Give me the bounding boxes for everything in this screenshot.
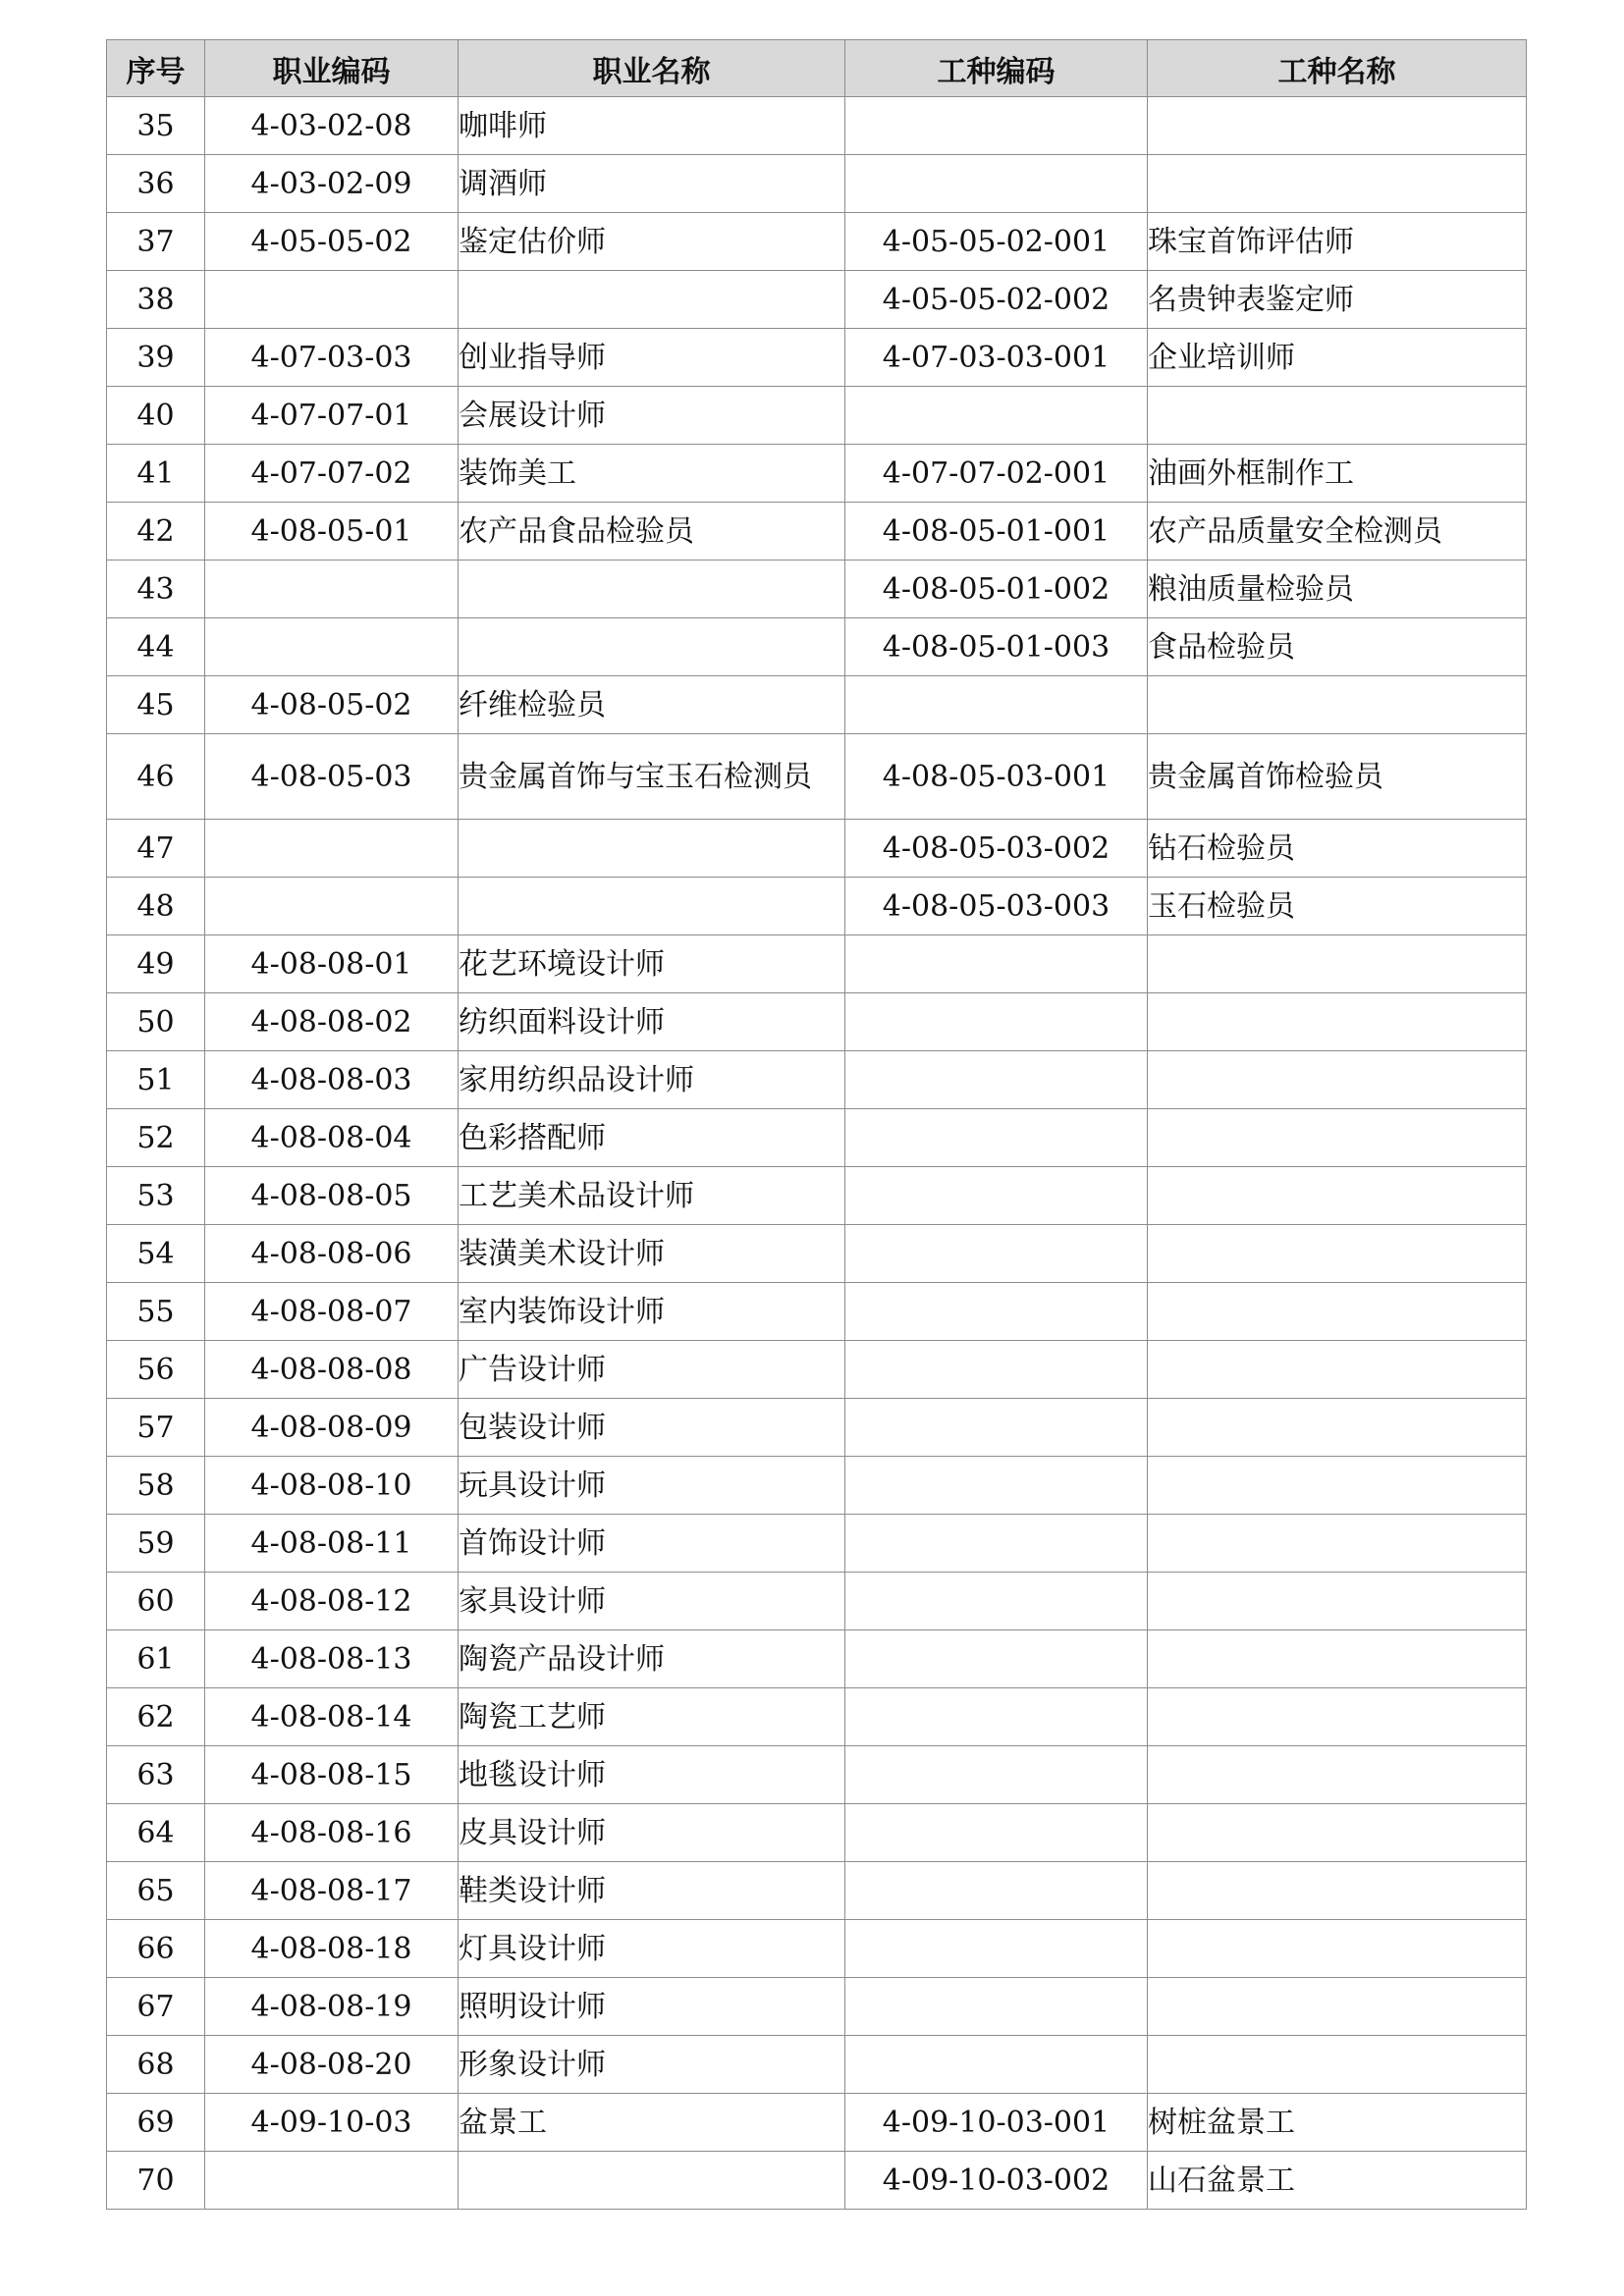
job-code-cell (845, 1862, 1148, 1920)
table-row (107, 155, 1527, 213)
table-row (107, 329, 1527, 387)
seq-cell: 37 (107, 213, 205, 271)
seq-cell: 57 (107, 1399, 205, 1457)
seq-cell: 38 (107, 271, 205, 329)
occupation-name-cell: 鉴定估价师 (459, 213, 845, 271)
seq-cell: 66 (107, 1920, 205, 1978)
occupation-code-cell: 4-08-05-03 (205, 734, 459, 820)
job-code-cell (845, 97, 1148, 155)
job-name-cell (1148, 676, 1527, 734)
occupation-name-cell: 纺织面料设计师 (459, 993, 845, 1051)
seq-cell: 69 (107, 2094, 205, 2152)
job-name-cell (1148, 993, 1527, 1051)
occupation-name-cell: 花艺环境设计师 (459, 935, 845, 993)
seq-cell: 50 (107, 993, 205, 1051)
job-name-cell (1148, 1051, 1527, 1109)
occupation-code-cell: 4-07-07-02 (205, 445, 459, 503)
occupation-code-cell (205, 878, 459, 935)
job-code-cell (845, 1051, 1148, 1109)
job-code-cell: 4-05-05-02-001 (845, 213, 1148, 271)
occupation-name-cell: 形象设计师 (459, 2036, 845, 2094)
occupation-name-cell: 创业指导师 (459, 329, 845, 387)
table-row (107, 503, 1527, 561)
occupation-code-cell: 4-08-08-18 (205, 1920, 459, 1978)
seq-cell: 46 (107, 734, 205, 820)
occupation-name-cell: 贵金属首饰与宝玉石检测员 (459, 734, 845, 820)
job-code-cell (845, 1225, 1148, 1283)
seq-cell: 44 (107, 618, 205, 676)
job-code-cell (845, 1399, 1148, 1457)
seq-cell: 56 (107, 1341, 205, 1399)
occupation-name-cell: 皮具设计师 (459, 1804, 845, 1862)
table-row (107, 1051, 1527, 1109)
table-row (107, 1225, 1527, 1283)
table-row (107, 1804, 1527, 1862)
occupation-code-cell (205, 2152, 459, 2210)
occupation-code-cell: 4-08-08-10 (205, 1457, 459, 1515)
job-code-cell (845, 1746, 1148, 1804)
job-name-cell (1148, 1341, 1527, 1399)
job-name-cell (1148, 1746, 1527, 1804)
table-row (107, 445, 1527, 503)
job-code-cell: 4-08-05-03-003 (845, 878, 1148, 935)
seq-cell: 36 (107, 155, 205, 213)
seq-cell: 39 (107, 329, 205, 387)
table-row (107, 271, 1527, 329)
table-row (107, 1457, 1527, 1515)
seq-cell: 47 (107, 820, 205, 878)
seq-cell: 35 (107, 97, 205, 155)
occupation-name-cell: 包装设计师 (459, 1399, 845, 1457)
occupation-code-cell: 4-08-08-04 (205, 1109, 459, 1167)
table-row (107, 1862, 1527, 1920)
table-row (107, 97, 1527, 155)
job-name-cell (1148, 1167, 1527, 1225)
occupation-name-cell: 装饰美工 (459, 445, 845, 503)
job-code-cell (845, 155, 1148, 213)
job-code-cell: 4-07-07-02-001 (845, 445, 1148, 503)
seq-cell: 61 (107, 1630, 205, 1688)
occupation-code-cell: 4-08-08-08 (205, 1341, 459, 1399)
seq-cell: 67 (107, 1978, 205, 2036)
occupation-code-cell: 4-09-10-03 (205, 2094, 459, 2152)
occupation-code-cell: 4-08-08-07 (205, 1283, 459, 1341)
job-name-cell: 钻石检验员 (1148, 820, 1527, 878)
occupation-name-cell (459, 820, 845, 878)
job-code-cell (845, 1804, 1148, 1862)
seq-cell: 62 (107, 1688, 205, 1746)
table-row (107, 2036, 1527, 2094)
seq-cell: 65 (107, 1862, 205, 1920)
occupation-code-cell: 4-08-08-19 (205, 1978, 459, 2036)
job-code-cell: 4-08-05-03-002 (845, 820, 1148, 878)
table-row (107, 1167, 1527, 1225)
job-name-cell (1148, 1804, 1527, 1862)
occupation-name-cell: 会展设计师 (459, 387, 845, 445)
job-code-cell: 4-08-05-01-001 (845, 503, 1148, 561)
table-row (107, 820, 1527, 878)
seq-cell: 42 (107, 503, 205, 561)
seq-cell: 51 (107, 1051, 205, 1109)
job-code-cell (845, 935, 1148, 993)
occupation-name-cell: 照明设计师 (459, 1978, 845, 2036)
job-code-cell (845, 1630, 1148, 1688)
occupation-code-cell: 4-08-05-01 (205, 503, 459, 561)
table-row (107, 1341, 1527, 1399)
table-row (107, 993, 1527, 1051)
job-name-cell (1148, 1399, 1527, 1457)
occupation-name-cell: 纤维检验员 (459, 676, 845, 734)
job-name-cell: 山石盆景工 (1148, 2152, 1527, 2210)
occupation-code-cell: 4-08-08-15 (205, 1746, 459, 1804)
job-name-cell: 粮油质量检验员 (1148, 561, 1527, 618)
table-row (107, 387, 1527, 445)
occupation-name-cell (459, 271, 845, 329)
job-name-cell: 农产品质量安全检测员 (1148, 503, 1527, 561)
seq-cell: 48 (107, 878, 205, 935)
header-job-name: 工种名称 (1148, 40, 1527, 97)
table-header (107, 40, 1527, 97)
job-name-cell (1148, 1978, 1527, 2036)
occupation-name-cell: 玩具设计师 (459, 1457, 845, 1515)
seq-cell: 43 (107, 561, 205, 618)
job-name-cell: 油画外框制作工 (1148, 445, 1527, 503)
table-row (107, 878, 1527, 935)
seq-cell: 63 (107, 1746, 205, 1804)
table-row (107, 1283, 1527, 1341)
job-code-cell (845, 676, 1148, 734)
seq-cell: 54 (107, 1225, 205, 1283)
job-code-cell: 4-08-05-01-003 (845, 618, 1148, 676)
job-name-cell (1148, 1573, 1527, 1630)
table-row (107, 734, 1527, 820)
occupation-name-cell (459, 2152, 845, 2210)
occupation-code-cell: 4-08-08-05 (205, 1167, 459, 1225)
occupation-code-cell: 4-08-08-14 (205, 1688, 459, 1746)
seq-cell: 41 (107, 445, 205, 503)
occupation-code-cell: 4-07-03-03 (205, 329, 459, 387)
occupation-name-cell: 广告设计师 (459, 1341, 845, 1399)
occupation-name-cell (459, 561, 845, 618)
occupation-name-cell: 陶瓷工艺师 (459, 1688, 845, 1746)
occupation-name-cell: 鞋类设计师 (459, 1862, 845, 1920)
job-name-cell (1148, 935, 1527, 993)
job-code-cell (845, 993, 1148, 1051)
job-code-cell: 4-05-05-02-002 (845, 271, 1148, 329)
seq-cell: 68 (107, 2036, 205, 2094)
seq-cell: 58 (107, 1457, 205, 1515)
job-name-cell (1148, 1457, 1527, 1515)
job-code-cell (845, 1515, 1148, 1573)
job-name-cell (1148, 1630, 1527, 1688)
job-code-cell (845, 1109, 1148, 1167)
table-row (107, 618, 1527, 676)
occupation-name-cell: 家用纺织品设计师 (459, 1051, 845, 1109)
table-row (107, 1515, 1527, 1573)
occupation-name-cell (459, 878, 845, 935)
occupation-name-cell: 地毯设计师 (459, 1746, 845, 1804)
table-body (107, 97, 1527, 2210)
occupation-name-cell (459, 618, 845, 676)
occupation-code-cell: 4-03-02-09 (205, 155, 459, 213)
table-row (107, 1399, 1527, 1457)
job-name-cell (1148, 2036, 1527, 2094)
job-name-cell: 名贵钟表鉴定师 (1148, 271, 1527, 329)
occupation-name-cell: 工艺美术品设计师 (459, 1167, 845, 1225)
job-name-cell: 树桩盆景工 (1148, 2094, 1527, 2152)
job-code-cell (845, 1341, 1148, 1399)
table-row (107, 935, 1527, 993)
job-code-cell (845, 1978, 1148, 2036)
job-code-cell: 4-07-03-03-001 (845, 329, 1148, 387)
table-row (107, 1746, 1527, 1804)
table-row (107, 676, 1527, 734)
occupation-code-cell: 4-08-08-20 (205, 2036, 459, 2094)
occupation-name-cell: 首饰设计师 (459, 1515, 845, 1573)
job-code-cell (845, 1283, 1148, 1341)
occupation-code-cell: 4-08-05-02 (205, 676, 459, 734)
job-name-cell (1148, 97, 1527, 155)
job-code-cell: 4-09-10-03-002 (845, 2152, 1148, 2210)
occupation-name-cell: 调酒师 (459, 155, 845, 213)
occupation-name-cell: 家具设计师 (459, 1573, 845, 1630)
occupation-code-cell (205, 271, 459, 329)
seq-cell: 64 (107, 1804, 205, 1862)
job-code-cell (845, 1457, 1148, 1515)
job-name-cell (1148, 1515, 1527, 1573)
seq-cell: 70 (107, 2152, 205, 2210)
seq-cell: 55 (107, 1283, 205, 1341)
seq-cell: 40 (107, 387, 205, 445)
job-name-cell (1148, 155, 1527, 213)
job-code-cell (845, 1688, 1148, 1746)
job-code-cell (845, 1920, 1148, 1978)
job-code-cell: 4-08-05-01-002 (845, 561, 1148, 618)
seq-cell: 53 (107, 1167, 205, 1225)
occupation-code-cell: 4-08-08-02 (205, 993, 459, 1051)
occupation-code-cell: 4-08-08-13 (205, 1630, 459, 1688)
occupation-code-cell: 4-08-08-06 (205, 1225, 459, 1283)
header-occupation-code: 职业编码 (205, 40, 459, 97)
job-name-cell (1148, 387, 1527, 445)
occupation-code-cell (205, 618, 459, 676)
table-row (107, 2152, 1527, 2210)
job-code-cell: 4-08-05-03-001 (845, 734, 1148, 820)
table-row (107, 2094, 1527, 2152)
occupation-code-cell (205, 561, 459, 618)
table-row (107, 1978, 1527, 2036)
seq-cell: 52 (107, 1109, 205, 1167)
occupation-name-cell: 室内装饰设计师 (459, 1283, 845, 1341)
job-name-cell: 食品检验员 (1148, 618, 1527, 676)
job-code-cell (845, 2036, 1148, 2094)
occupation-code-cell: 4-08-08-11 (205, 1515, 459, 1573)
occupation-name-cell: 装潢美术设计师 (459, 1225, 845, 1283)
seq-cell: 60 (107, 1573, 205, 1630)
job-name-cell (1148, 1688, 1527, 1746)
seq-cell: 45 (107, 676, 205, 734)
header-job-code: 工种编码 (845, 40, 1148, 97)
occupation-code-cell: 4-08-08-01 (205, 935, 459, 993)
job-name-cell: 玉石检验员 (1148, 878, 1527, 935)
occupation-name-cell: 陶瓷产品设计师 (459, 1630, 845, 1688)
occupation-name-cell: 灯具设计师 (459, 1920, 845, 1978)
job-code-cell: 4-09-10-03-001 (845, 2094, 1148, 2152)
occupation-code-cell: 4-07-07-01 (205, 387, 459, 445)
occupation-code-cell: 4-08-08-12 (205, 1573, 459, 1630)
occupation-code-cell: 4-08-08-09 (205, 1399, 459, 1457)
job-code-cell (845, 1573, 1148, 1630)
job-name-cell: 珠宝首饰评估师 (1148, 213, 1527, 271)
job-name-cell (1148, 1225, 1527, 1283)
header-seq: 序号 (107, 40, 205, 97)
occupation-code-cell: 4-08-08-03 (205, 1051, 459, 1109)
occupation-code-cell: 4-03-02-08 (205, 97, 459, 155)
table-row (107, 561, 1527, 618)
table-row (107, 1573, 1527, 1630)
table-row (107, 1688, 1527, 1746)
job-name-cell (1148, 1109, 1527, 1167)
occupation-code-cell (205, 820, 459, 878)
table-row (107, 1109, 1527, 1167)
seq-cell: 59 (107, 1515, 205, 1573)
job-name-cell (1148, 1920, 1527, 1978)
job-name-cell: 企业培训师 (1148, 329, 1527, 387)
table-row (107, 1920, 1527, 1978)
occupation-name-cell: 咖啡师 (459, 97, 845, 155)
occupation-code-cell: 4-05-05-02 (205, 213, 459, 271)
occupation-name-cell: 色彩搭配师 (459, 1109, 845, 1167)
occupation-name-cell: 农产品食品检验员 (459, 503, 845, 561)
job-name-cell (1148, 1862, 1527, 1920)
job-name-cell: 贵金属首饰检验员 (1148, 734, 1527, 820)
occupation-table (106, 39, 1527, 2210)
job-code-cell (845, 1167, 1148, 1225)
job-code-cell (845, 387, 1148, 445)
header-occupation-name: 职业名称 (459, 40, 845, 97)
occupation-code-cell: 4-08-08-17 (205, 1862, 459, 1920)
table-row (107, 213, 1527, 271)
occupation-name-cell: 盆景工 (459, 2094, 845, 2152)
seq-cell: 49 (107, 935, 205, 993)
header-row (107, 40, 1527, 97)
job-name-cell (1148, 1283, 1527, 1341)
occupation-code-cell: 4-08-08-16 (205, 1804, 459, 1862)
table-row (107, 1630, 1527, 1688)
